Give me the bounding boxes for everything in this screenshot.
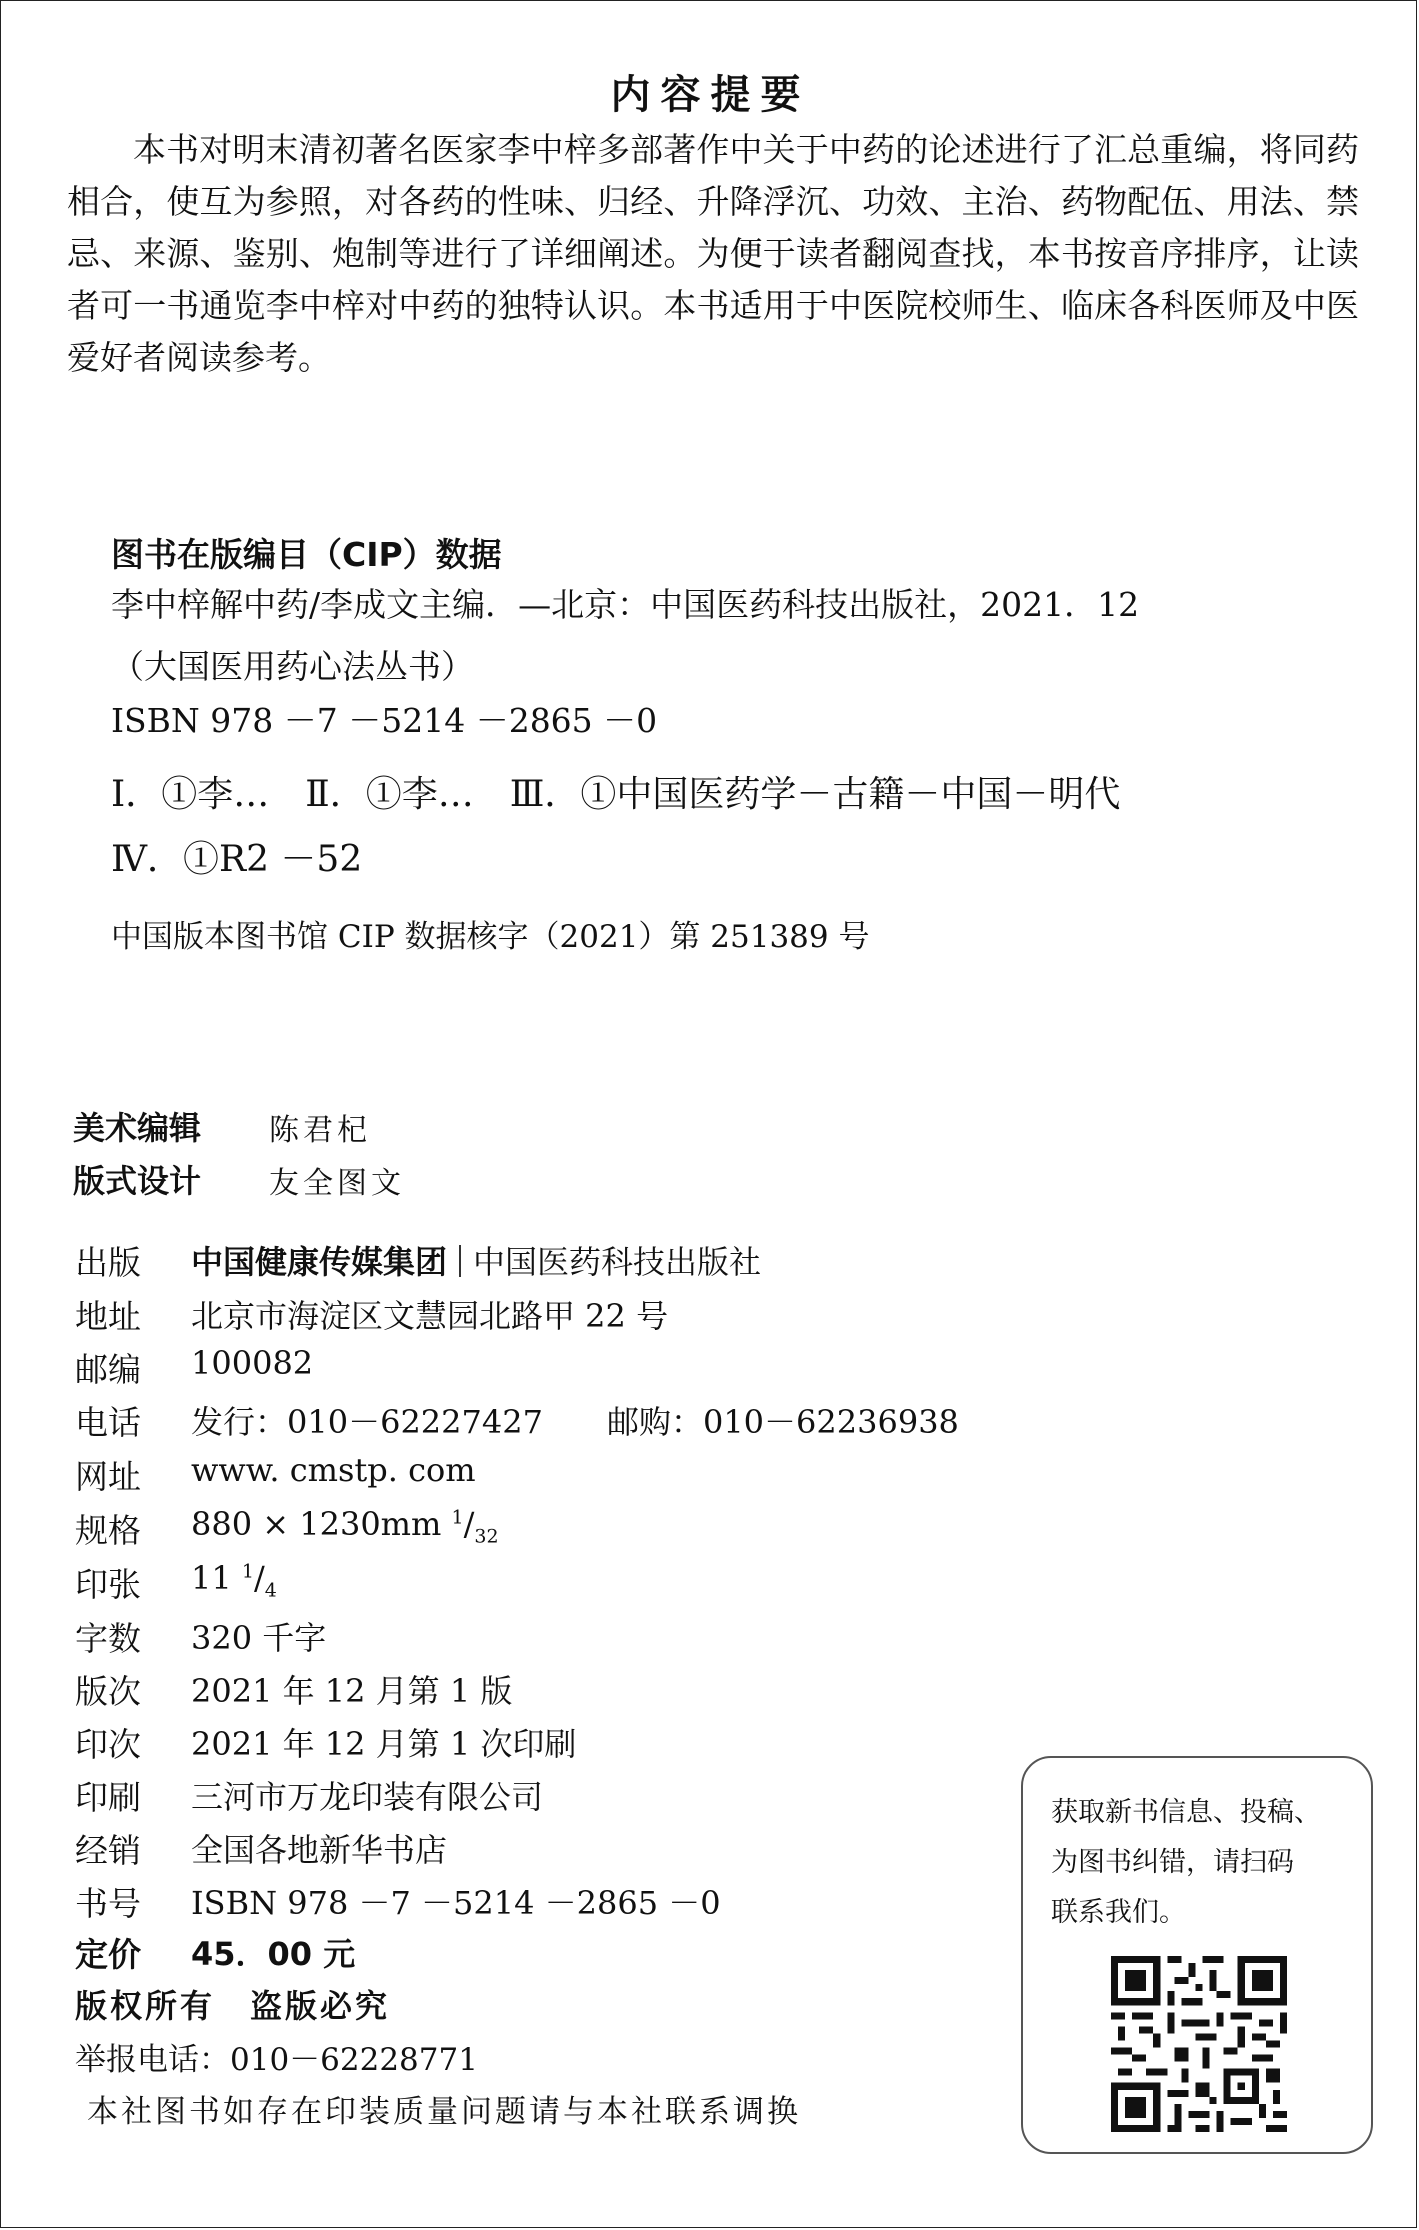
spec-slash: /	[463, 1505, 475, 1543]
info-label: 网址	[75, 1457, 141, 1496]
info-value: 320 千字	[191, 1619, 327, 1657]
sheets-numerator: 1	[241, 1560, 254, 1583]
spec-numerator: 1	[451, 1506, 464, 1529]
sheets-label: 印张	[75, 1565, 141, 1604]
credit-label: 美术编辑	[73, 1109, 202, 1147]
publisher-value	[191, 1237, 761, 1283]
publisher-group: 中国健康传媒集团	[191, 1243, 448, 1281]
info-value: ISBN 978 －7 －5214 －2865 －0	[191, 1884, 721, 1922]
info-value: 全国各地新华书店	[191, 1831, 448, 1869]
spec-value	[191, 1505, 499, 1547]
price-label: 定价	[75, 1935, 141, 1974]
price-value: 45．00 元	[191, 1935, 356, 1973]
info-value: 100082	[191, 1344, 314, 1382]
cip-classification-line-2: Ⅳ．①R2 －52	[111, 839, 363, 880]
credit-label: 版式设计	[73, 1162, 202, 1200]
info-label: 印次	[75, 1725, 141, 1764]
info-value: 2021 年 12 月第 1 次印刷	[191, 1725, 577, 1763]
info-label: 邮编	[75, 1350, 141, 1389]
credit-value: 陈君杞	[269, 1113, 371, 1148]
summary-body: 本书对明末清初著名医家李中梓多部著作中关于中药的论述进行了汇总重编，将同药相合，使互为参照，对各药的性味、归经、升降浮沉、功效、主治、药物配伍、用法、禁忌、来源、鉴别、炮制等进行了详细阐述。为便于读者翻阅查找，本书按音序排序，让读者可一书通览李中梓对中药的独特认识。本书适用于中医院校师生、临床各科医师及中医爱好者阅读参考。	[67, 130, 1359, 377]
qr-caption	[1051, 1788, 1321, 1938]
qr-contact-box	[1021, 1756, 1373, 2154]
info-value: 发行：010－62227427 邮购：010－62236938	[191, 1403, 959, 1441]
cip-series-line: （大国医用药心法丛书）	[111, 647, 474, 686]
cip-isbn-line: ISBN 978 －7 －5214 －2865 －0	[111, 701, 658, 740]
qr-code-icon[interactable]	[1111, 1956, 1287, 2132]
cip-heading: 图书在版编目（CIP）数据	[111, 535, 502, 574]
summary-title: 内容提要	[610, 72, 811, 118]
info-label: 字数	[75, 1619, 141, 1658]
spec-denominator: 32	[474, 1525, 499, 1548]
info-label: 电话	[75, 1403, 141, 1442]
qr-caption-line: 为图书纠错，请扫码	[1051, 1847, 1294, 1878]
report-phone: 举报电话：010－62228771	[75, 2042, 478, 2078]
info-label: 书号	[75, 1884, 141, 1923]
sheets-slash: /	[253, 1559, 265, 1597]
quality-notice: 本社图书如存在印装质量问题请与本社联系调换	[87, 2094, 801, 2130]
sheets-value	[191, 1559, 277, 1601]
credit-value: 友全图文	[269, 1166, 405, 1201]
qr-caption-line: 联系我们。	[1051, 1897, 1186, 1928]
publisher-label: 出版	[75, 1243, 141, 1282]
spec-label: 规格	[75, 1511, 141, 1550]
info-value: 2021 年 12 月第 1 版	[191, 1672, 513, 1710]
info-label: 经销	[75, 1831, 141, 1870]
cip-classification-line: Ⅰ．①李… Ⅱ．①李… Ⅲ．①中国医药学－古籍－中国－明代	[111, 774, 1121, 815]
qr-caption-line: 获取新书信息、投稿、	[1051, 1797, 1321, 1828]
info-value: 三河市万龙印装有限公司	[191, 1778, 544, 1816]
info-value: www. cmstp. com	[191, 1451, 476, 1489]
publisher-press: 中国医药科技出版社	[473, 1243, 762, 1281]
info-label: 印刷	[75, 1778, 141, 1817]
sheets-denominator: 4	[264, 1579, 277, 1602]
cip-verification-number: 中国版本图书馆 CIP 数据核字（2021）第 251389 号	[111, 919, 870, 955]
spec-main: 880 × 1230mm	[191, 1505, 452, 1543]
info-label: 版次	[75, 1672, 141, 1711]
info-value: 北京市海淀区文慧园北路甲 22 号	[191, 1297, 669, 1335]
cip-title-line: 李中梓解中药/李成文主编．—北京：中国医药科技出版社，2021．12	[111, 585, 1140, 624]
copyright-notice: 版权所有 盗版必究	[75, 1987, 391, 2025]
sheets-main: 11	[191, 1559, 242, 1597]
separator-bar	[459, 1245, 461, 1277]
info-label: 地址	[75, 1297, 141, 1336]
